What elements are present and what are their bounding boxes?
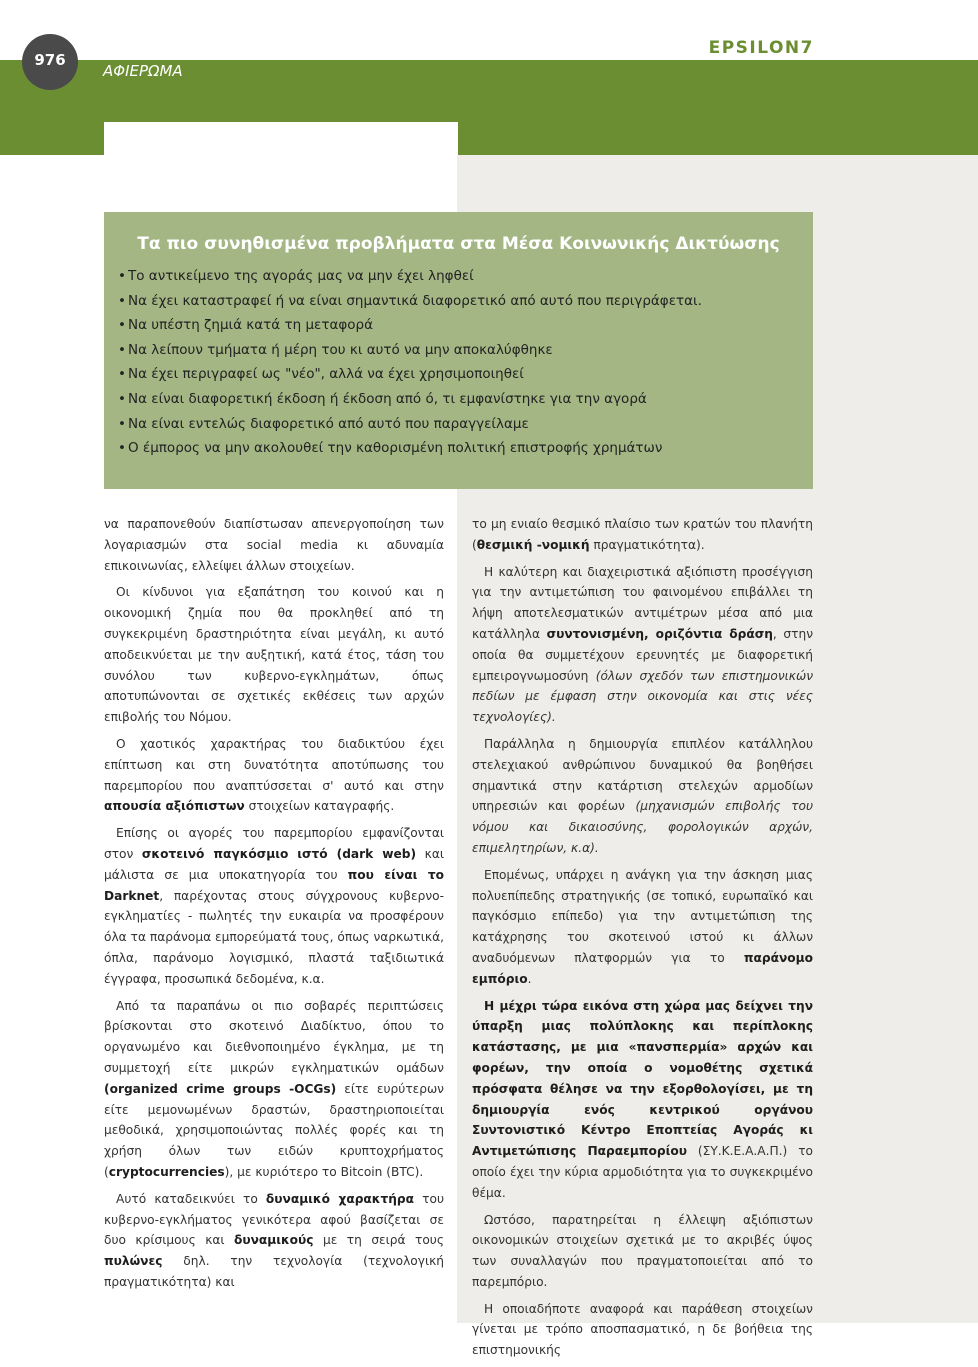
paragraph: Επομένως, υπάρχει η ανάγκη για την άσκηση μιας πολυεπίπεδης στρατηγικής (σε τοπικό, ευρωπαϊκό και παγκόσμιο επίπεδο) για την αντιμετώπιση της κατάχρησης του σκοτεινού ιστού κι άλλων αναδυόμενων πλατφορμών για το παράνομο εμπόριο.	[472, 867, 813, 986]
paragraph: να παραπονεθούν διαπίστωσαν απενεργοποίηση των λογαριασμών στα social media κι αδυναμία επικοινωνίας, ελλείψει άλλων στοιχείων.	[104, 517, 444, 573]
header-notch	[104, 122, 458, 155]
paragraph: Η οποιαδήποτε αναφορά και παράθεση στοιχείων γίνεται με τρόπο αποσπασματικό, η δε βοήθεια της επιστημονικής	[472, 1301, 813, 1358]
paragraph: Από τα παραπάνω οι πιο σοβαρές περιπτώσεις βρίσκονται στο σκοτεινό Διαδίκτυο, όπου το οργανωμένο και διεθνοποιημένο έγκλημα, με τη συμμετοχή είτε μικρών εγκληματικών ομάδων (organized crime groups -OCGs) είτε ευρύτερων είτε μεμονωμένων δραστών, δραστηριοποιείται μεθοδικά, χρησιμοποιώντας πολλές φορές και τη χρήση όλων των ειδών κρυπτοχρήματος (cryptocurrencies), με κυριότερο το Bitcoin (BTC).	[104, 998, 444, 1179]
paragraph: Παράλληλα η δημιουργία επιπλέον κατάλληλου στελεχιακού ανθρώπινου δυναμικού θα βοηθήσει σημαντικά στην κατάρτιση στελεχών αρμοδίων υπηρεσιών και φορέων (μηχανισμών επιβολής του νόμου και δικαιοσύνης, φορολογικών αρχών, επιμελητηρίων, κ.α).	[472, 736, 813, 855]
bullet-icon: •	[118, 341, 126, 358]
problems-list	[118, 264, 799, 461]
paragraph: Αυτό καταδεικνύει το δυναμικό χαρακτήρα του κυβερνο-εγκλήματος γενικότερα αφού βασίζεται σε δυο κρίσιμους και δυναμικούς με τη σειρά τους πυλώνες δηλ. την τεχνολογία (τεχνολογική πραγματικότητα) και	[104, 1191, 445, 1289]
list-item: • Να υπέστη ζημιά κατά τη μεταφορά	[118, 313, 799, 338]
paragraph: Ωστόσο, παρατηρείται η έλλειψη αξιόπιστων οικονομικών στοιχείων σχετικά με το ακριβές ύψος των συναλλαγών που πραγματοποιείται από το παρεμπόριο.	[472, 1212, 813, 1289]
list-item: • Το αντικείμενο της αγοράς μας να μην έχει ληφθεί	[118, 264, 799, 289]
brand-logo: EPSILON7	[708, 38, 814, 58]
paragraph: Ο χαοτικός χαρακτήρας του διαδικτύου έχει επίπτωση και στη δυνατότητα αποτύπωσης του παρεμπορίου που αναπτύσσεται σ' αυτό και στην απουσία αξιόπιστων στοιχείων καταγραφής.	[104, 736, 444, 814]
list-item: • Ο έμπορος να μην ακολουθεί την καθορισμένη πολιτική επιστροφής χρημάτων	[118, 436, 799, 461]
bullet-icon: •	[118, 292, 126, 309]
box-title: Τα πιο συνηθισμένα προβλήματα στα Μέσα Κοινωνικής Δικτύωσης	[137, 234, 780, 254]
bullet-icon: •	[118, 390, 126, 407]
paragraph: Η καλύτερη και διαχειριστικά αξιόπιστη προσέγγιση για την αντιμετώπιση του φαινομένου επιβάλλει τη λήψη αποτελεσματικών αντιμέτρων μέσα από μια κατάλληλα συντονισμένη, οριζόντια δράση, στην οποία θα συμμετέχουν ερευνητές με διαφορετική εμπειρογνωμοσύνη (όλων σχεδόν των επιστημονικών πεδίων με έμφαση στην οικονομία και στις νέες τεχνολογίες).	[472, 564, 814, 725]
problems-box	[104, 212, 813, 489]
bullet-icon: •	[118, 440, 126, 457]
paragraph: Οι κίνδυνοι για εξαπάτηση του κοινού και η οικονομική ζημία που θα προκληθεί από τη συγκεκριμένη δραστηριότητα είναι μεγάλη, κι αυτό αποδεικνύεται με την αυξητική, κατά έτος, τάση του συνόλου των κυβερνο-εγκλημάτων, όπως αποτυπώνονται σε σχετικές εκθέσεις των αρχών επιβολής του Νόμου.	[104, 585, 444, 725]
page-number: 976	[34, 51, 66, 69]
bullet-icon: •	[118, 317, 126, 334]
bullet-icon: •	[118, 268, 126, 284]
list-item: • Να έχει καταστραφεί ή να είναι σημαντικά διαφορετικό από αυτό που περιγράφεται.	[118, 289, 799, 314]
right-column	[472, 514, 813, 1367]
paragraph: Επίσης οι αγορές του παρεμπορίου εμφανίζονται στον σκοτεινό παγκόσμιο ιστό (dark web) και μάλιστα σε μια υποκατηγορία του που είναι το Darknet, παρέχοντας στους σύγχρονους κυβερνο- εγκληματίες - πωλητές την ευκαιρία να προσφέρουν όλα τα παράνομα εμπορεύματά τους, όπως ναρκωτικά, όπλα, παράνομο λογισμικό, πλαστά ταξιδιωτικά έγγραφα, προσωπικά δεδομένα, κ.α.	[104, 826, 444, 986]
top-strip	[0, 0, 978, 60]
paragraph: Η μέχρι τώρα εικόνα στη χώρα μας δείχνει την ύπαρξη μιας πολύπλοκης και περίπλοκης κατάστασης, με μια «πανσπερμία» αρχών και φορέων, την οποία ο νομοθέτης σχετικά πρόσφατα θέλησε να την εξορθολογίσει, με τη δημιουργία ενός κεντρικού οργάνου Συντονιστικό Κέντρο Εποπτείας Αγοράς κι Αντιμετώπισης Παραεμπορίου (ΣΥ.Κ.Ε.Α.Α.Π.) το οποίο έχει την κύρια αρμοδιότητα για το συγκεκριμένο θέμα.	[472, 998, 813, 1200]
left-column	[104, 514, 444, 1299]
bullet-icon: •	[118, 366, 126, 383]
list-item: • Να έχει περιγραφεί ως "νέο", αλλά να έχει χρησιμοποιηθεί	[118, 362, 799, 387]
section-label: ΑΦΙΕΡΩΜΑ	[103, 62, 183, 80]
paragraph: το μη ενιαίο θεσμικό πλαίσιο των κρατών του πλανήτη (θεσμική -νομική πραγματικότητα).	[472, 517, 813, 552]
list-item: • Να είναι εντελώς διαφορετικό από αυτό που παραγγείλαμε	[118, 412, 799, 437]
page-number-badge	[22, 34, 78, 90]
list-item: • Να λείπουν τμήματα ή μέρη του κι αυτό να μην αποκαλύφθηκε	[118, 338, 799, 363]
bullet-icon: •	[118, 415, 126, 432]
list-item: • Να είναι διαφορετική έκδοση ή έκδοση από ό, τι εμφανίστηκε για την αγορά	[118, 387, 799, 412]
